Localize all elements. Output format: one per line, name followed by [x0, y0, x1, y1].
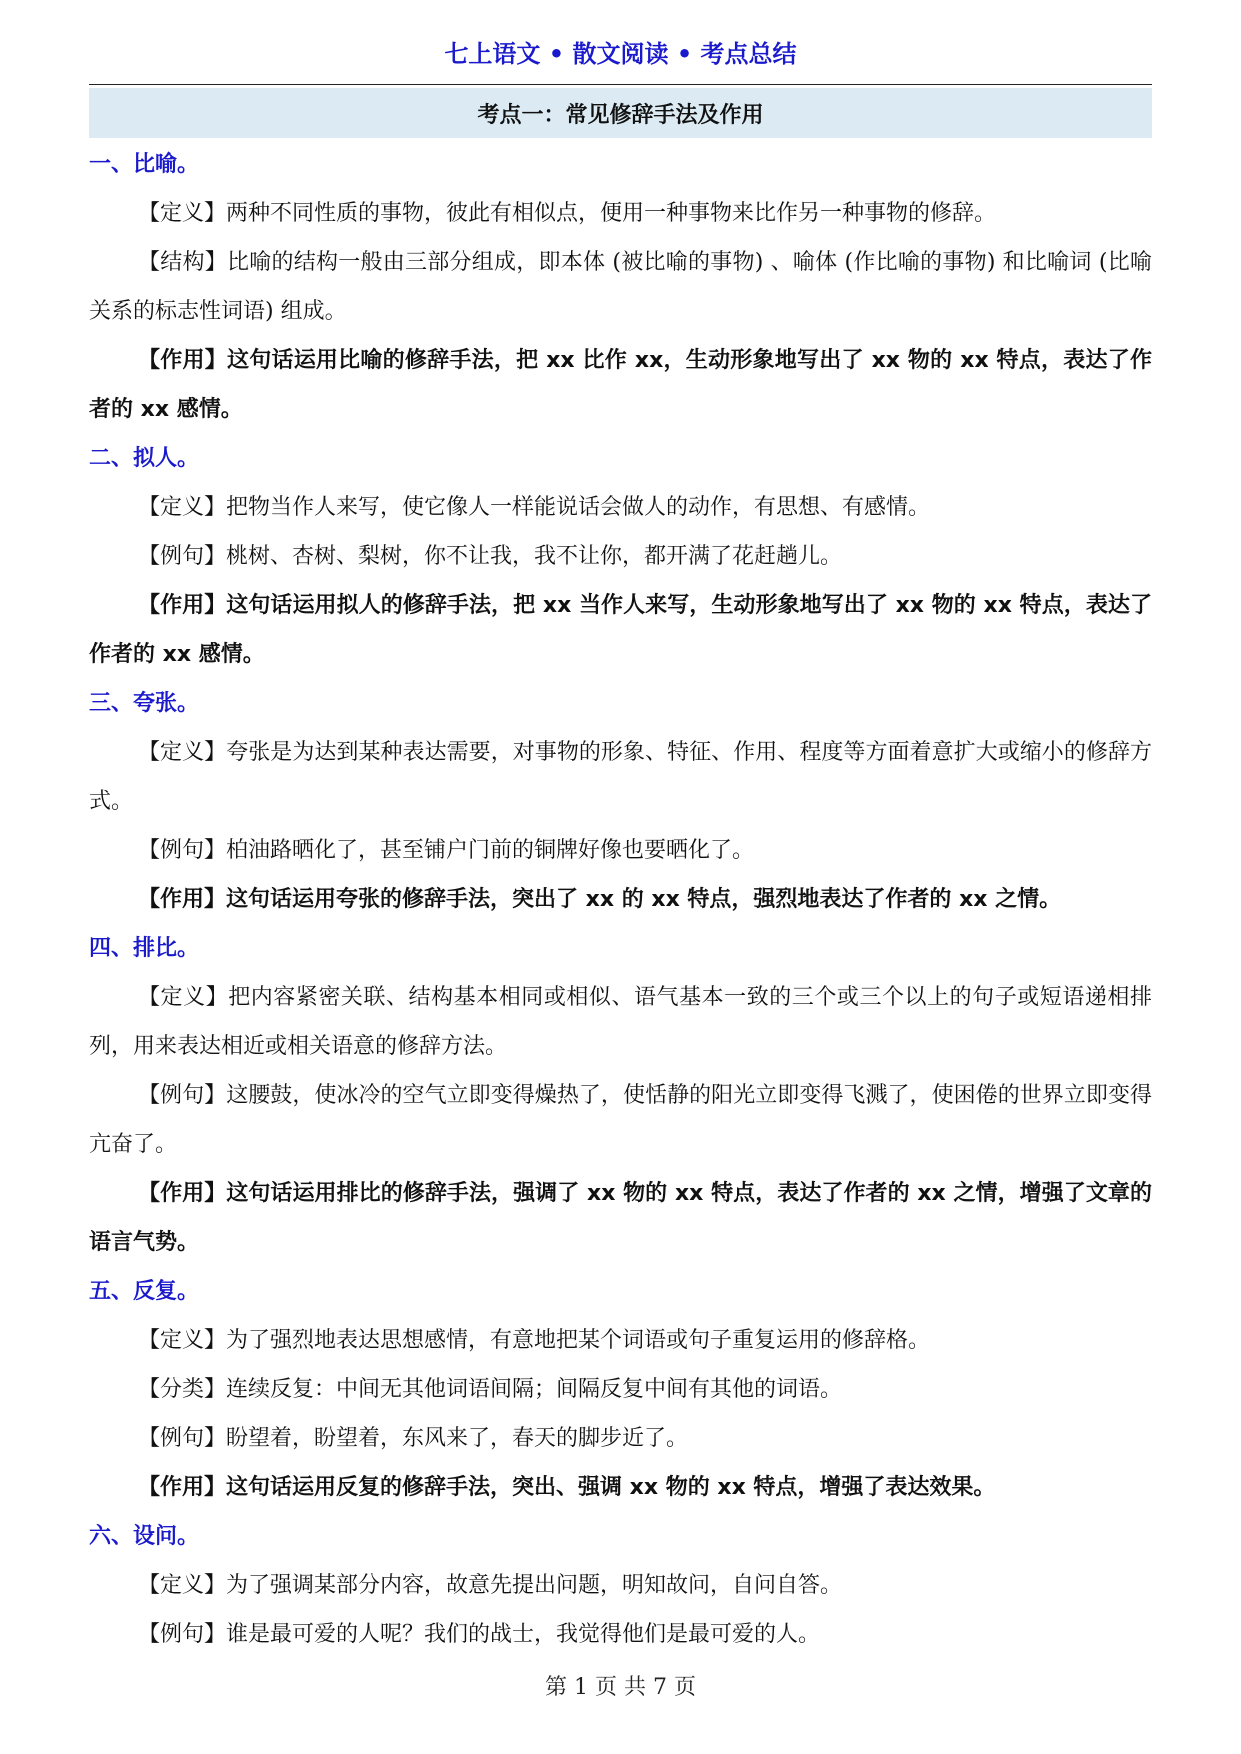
entry-tag: 【定义】: [138, 1573, 227, 1598]
entry-tag: 【定义】: [138, 201, 227, 226]
entry-tag: 【定义】: [138, 495, 227, 520]
entry-tag: 【例句】: [138, 544, 227, 569]
entry-text: 盼望着，盼望着，东风来了，春天的脚步近了。: [226, 1426, 689, 1451]
entry-paragraph: [89, 189, 1152, 238]
entry-tag: 【例句】: [138, 1426, 227, 1451]
page-number: 第 1 页 共 7 页: [545, 1675, 696, 1700]
entry-paragraph: [89, 532, 1152, 581]
entry-tag: 【作用】: [138, 1475, 227, 1500]
entry-paragraph: [89, 483, 1152, 532]
entry-text: 连续反复：中间无其他词语间隔；间隔反复中间有其他的词语。: [226, 1377, 843, 1402]
entry-paragraph: [89, 728, 1152, 826]
entry-tag: 【定义】: [138, 740, 227, 765]
entry-text: 两种不同性质的事物，彼此有相似点，便用一种事物来比作另一种事物的修辞。: [226, 201, 997, 226]
entry-paragraph: [89, 336, 1152, 434]
header-rule: [89, 84, 1152, 85]
entry-paragraph: [89, 1561, 1152, 1610]
section-banner: 考点一：常见修辞手法及作用: [89, 88, 1152, 138]
entry-text: 为了强烈地表达思想感情，有意地把某个词语或句子重复运用的修辞格。: [226, 1328, 931, 1353]
entry-tag: 【例句】: [138, 1622, 227, 1647]
entry-paragraph: [89, 1414, 1152, 1463]
entry-paragraph: [89, 826, 1152, 875]
section-heading: 四、排比。: [89, 936, 200, 961]
entry-tag: 【分类】: [138, 1377, 227, 1402]
section-heading: 六、设问。: [89, 1524, 200, 1549]
entry-tag: 【结构】: [138, 250, 227, 275]
section-heading: 二、拟人。: [89, 446, 200, 471]
entry-tag: 【作用】: [138, 887, 227, 912]
document-body: [89, 140, 1152, 1659]
entry-paragraph: [89, 1365, 1152, 1414]
section-heading: 三、夸张。: [89, 691, 200, 716]
entry-paragraph: [89, 1463, 1152, 1512]
entry-text: 柏油路晒化了，甚至铺户门前的铜牌好像也要晒化了。: [226, 838, 755, 863]
entry-text: 比喻的结构一般由三部分组成，即本体 (被比喻的事物) 、喻体 (作比喻的事物) 和比喻词 (比喻关系的标志性词语) 组成。: [89, 250, 1152, 324]
entry-paragraph: [89, 1316, 1152, 1365]
entry-paragraph: [89, 238, 1152, 336]
entry-tag: 【作用】: [138, 1181, 227, 1206]
entry-text: 这句话运用比喻的修辞手法，把 xx 比作 xx，生动形象地写出了 xx 物的 xx 特点，表达了作者的 xx 感情。: [89, 348, 1152, 422]
entry-paragraph: [89, 875, 1152, 924]
section-heading: 一、比喻。: [89, 152, 200, 177]
entry-tag: 【例句】: [138, 838, 227, 863]
entry-text: 谁是最可爱的人呢？我们的战士，我觉得他们是最可爱的人。: [226, 1622, 821, 1647]
entry-tag: 【例句】: [138, 1083, 227, 1108]
entry-paragraph: [89, 1071, 1152, 1169]
entry-text: 把内容紧密关联、结构基本相同或相似、语气基本一致的三个或三个以上的句子或短语递相排列，用来表达相近或相关语意的修辞方法。: [89, 985, 1152, 1059]
document-title: 七上语文 • 散文阅读 • 考点总结: [444, 40, 797, 68]
entry-paragraph: [89, 581, 1152, 679]
entry-text: 这句话运用夸张的修辞手法，突出了 xx 的 xx 特点，强烈地表达了作者的 xx 之情。: [226, 887, 1062, 912]
entry-tag: 【定义】: [138, 985, 229, 1010]
entry-text: 这句话运用反复的修辞手法，突出、强调 xx 物的 xx 特点，增强了表达效果。: [226, 1475, 996, 1500]
entry-text: 这腰鼓，使冰冷的空气立即变得燥热了，使恬静的阳光立即变得飞溅了，使困倦的世界立即变得亢奋了。: [89, 1083, 1152, 1157]
section-heading: 五、反复。: [89, 1279, 200, 1304]
entry-tag: 【作用】: [138, 348, 227, 373]
entry-text: 桃树、杏树、梨树，你不让我，我不让你，都开满了花赶趟儿。: [226, 544, 843, 569]
entry-text: 这句话运用拟人的修辞手法，把 xx 当作人来写，生动形象地写出了 xx 物的 xx 特点，表达了作者的 xx 感情。: [89, 593, 1152, 667]
entry-paragraph: [89, 973, 1152, 1071]
entry-paragraph: [89, 1169, 1152, 1267]
entry-tag: 【定义】: [138, 1328, 227, 1353]
entry-text: 夸张是为达到某种表达需要，对事物的形象、特征、作用、程度等方面着意扩大或缩小的修辞方式。: [89, 740, 1152, 814]
entry-text: 为了强调某部分内容，故意先提出问题，明知故问，自问自答。: [226, 1573, 843, 1598]
entry-text: 这句话运用排比的修辞手法，强调了 xx 物的 xx 特点，表达了作者的 xx 之情，增强了文章的语言气势。: [89, 1181, 1152, 1255]
entry-tag: 【作用】: [138, 593, 227, 618]
entry-text: 把物当作人来写，使它像人一样能说话会做人的动作，有思想、有感情。: [226, 495, 931, 520]
entry-paragraph: [89, 1610, 1152, 1659]
